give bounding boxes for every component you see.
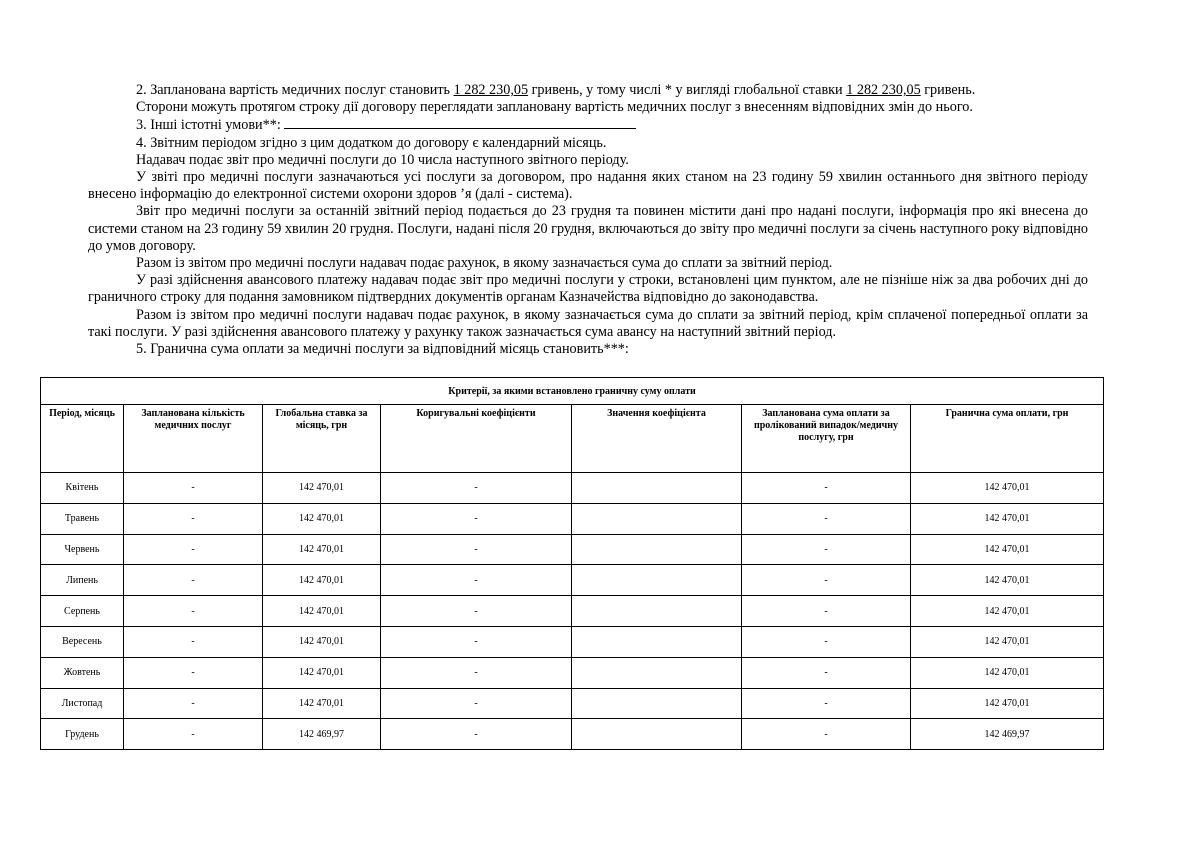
cell-coef-value [572,657,742,688]
contract-text [88,82,1088,358]
cell-adjust-coef: - [381,688,572,719]
cell-planned-sum: - [742,626,911,657]
cell-coef-value [572,596,742,627]
cell-period: Грудень [41,719,124,750]
cell-period: Червень [41,534,124,565]
cell-adjust-coef: - [381,503,572,534]
cell-period: Травень [41,503,124,534]
cell-adjust-coef: - [381,719,572,750]
cell-adjust-coef: - [381,596,572,627]
paragraph-invoice-advance: Разом із звітом про медичні послуги надавач подає рахунок, в якому зазначається сума до сплати за звітний період, крім сплаченої попередньої оплати за такі послуги. У разі здійснення авансового платежу у рахунку також зазначається сума авансу на наступний звітний період. [88,306,1088,340]
adjust-coef-header: Коригувальні коефіцієнти [381,405,572,473]
cell-planned-sum: - [742,534,911,565]
planned-sum-header: Запланована сума оплати за пролікований випадок/медичну послугу, грн [742,405,911,473]
cell-planned-sum: - [742,473,911,504]
cell-global-rate: 142 470,01 [263,473,381,504]
cell-limit-sum: 142 469,97 [911,719,1104,750]
cell-coef-value [572,688,742,719]
cell-planned-count: - [124,657,263,688]
cell-period: Квітень [41,473,124,504]
cell-global-rate: 142 470,01 [263,688,381,719]
cell-period: Листопад [41,688,124,719]
cell-global-rate: 142 470,01 [263,626,381,657]
cell-period: Жовтень [41,657,124,688]
text-fragment: гривень, у тому числі * у вигляді глобальної ставки [528,82,847,98]
cell-limit-sum: 142 470,01 [911,565,1104,596]
cell-limit-sum: 142 470,01 [911,534,1104,565]
paragraph-reporting-period: 4. Звітним періодом згідно з цим додатком до договору є календарний місяць. [136,134,607,151]
cell-adjust-coef: - [381,565,572,596]
cell-planned-count: - [124,626,263,657]
limit-sum-header: Гранична сума оплати, грн [911,405,1104,473]
cell-planned-sum: - [742,565,911,596]
cell-planned-count: - [124,473,263,504]
period-header: Період, місяць [41,405,124,473]
paragraph-planned-cost [88,82,1088,99]
table-row [41,719,1104,750]
text-fragment: 3. Інші істотні умови**: [136,117,285,134]
cell-limit-sum: 142 470,01 [911,473,1104,504]
payment-limit-table [40,377,1104,750]
cell-adjust-coef: - [381,473,572,504]
cell-coef-value [572,534,742,565]
cell-limit-sum: 142 470,01 [911,503,1104,534]
table-row [41,657,1104,688]
cell-planned-sum: - [742,596,911,627]
cell-coef-value [572,473,742,504]
cell-adjust-coef: - [381,626,572,657]
cell-global-rate: 142 470,01 [263,596,381,627]
global-rate-amount: 1 282 230,05 [846,82,921,98]
cell-coef-value [572,719,742,750]
cell-global-rate: 142 470,01 [263,657,381,688]
cell-adjust-coef: - [381,657,572,688]
cell-period: Вересень [41,626,124,657]
paragraph-other-terms [88,116,1088,134]
text-fragment: гривень. [920,82,976,98]
paragraph-report-content: У звіті про медичні послуги зазначаються усі послуги за договором, про надання яких станом на 23 годину 59 хвилин останнього дня звітного періоду внесено інформацію до електронної системи охорони здоров ’я (далі - система). [88,169,1088,203]
table-header-row [41,405,1104,473]
cell-limit-sum: 142 470,01 [911,626,1104,657]
criteria-title: Критерії, за якими встановлено граничну суму оплати [41,378,1104,405]
cell-coef-value [572,503,742,534]
paragraph-payment-limit: 5. Гранична сума оплати за медичні послуги за відповідний місяць становить***: [136,341,629,358]
cell-limit-sum: 142 470,01 [911,657,1104,688]
planned-cost-amount: 1 282 230,05 [453,82,529,98]
cell-adjust-coef: - [381,534,572,565]
table-row [41,626,1104,657]
cell-planned-count: - [124,719,263,750]
cell-period: Липень [41,565,124,596]
cell-planned-count: - [124,565,263,596]
global-rate-header: Глобальна ставка за місяць, грн [263,405,381,473]
cell-global-rate: 142 470,01 [263,534,381,565]
cell-global-rate: 142 469,97 [263,719,381,750]
coef-value-header: Значення коефіцієнта [572,405,742,473]
cell-global-rate: 142 470,01 [263,565,381,596]
table-row [41,688,1104,719]
cell-coef-value [572,565,742,596]
cell-limit-sum: 142 470,01 [911,596,1104,627]
table-row [41,503,1104,534]
cell-planned-sum: - [742,688,911,719]
table-row [41,565,1104,596]
cell-limit-sum: 142 470,01 [911,688,1104,719]
table-body [41,473,1104,750]
cell-planned-count: - [124,503,263,534]
table-row [41,596,1104,627]
paragraph-advance: У разі здійснення авансового платежу надавач подає звіт про медичні послуги у строки, встановлені цим пунктом, але не пізніше ніж за два робочих дні до граничного строку для подання замовником підтвердних документів органам Казначейства відповідно до законодавства. [88,272,1088,306]
paragraph-report-deadline: Надавач подає звіт про медичні послуги до 10 числа наступного звітного періоду. [136,151,629,168]
blank-line [284,116,636,129]
text-fragment: 2. Запланована вартість медичних послуг становить [136,82,454,98]
paragraph-parties-review: Сторони можуть протягом строку дії договору переглядати заплановану вартість медичних послуг з внесенням відповідних змін до нього. [136,99,973,116]
cell-coef-value [572,626,742,657]
cell-period: Серпень [41,596,124,627]
cell-planned-sum: - [742,657,911,688]
cell-planned-count: - [124,688,263,719]
paragraph-invoice: Разом із звітом про медичні послуги надавач подає рахунок, в якому зазначається сума до сплати за звітний період. [136,255,833,272]
table-row [41,473,1104,504]
cell-planned-sum: - [742,503,911,534]
table-row [41,534,1104,565]
cell-planned-count: - [124,534,263,565]
cell-planned-sum: - [742,719,911,750]
cell-global-rate: 142 470,01 [263,503,381,534]
cell-planned-count: - [124,596,263,627]
planned-count-header: Запланована кількість медичних послуг [124,405,263,473]
paragraph-last-period: Звіт про медичні послуги за останній звітний період подається до 23 грудня та повинен містити дані про надані послуги, інформація про які внесена до системи станом на 23 годину 59 хвилин 20 грудня. Послуги, надані після 20 грудня, включаються до звіту про медичні послуги за січень наступного року відповідно до умов договору. [88,203,1088,254]
